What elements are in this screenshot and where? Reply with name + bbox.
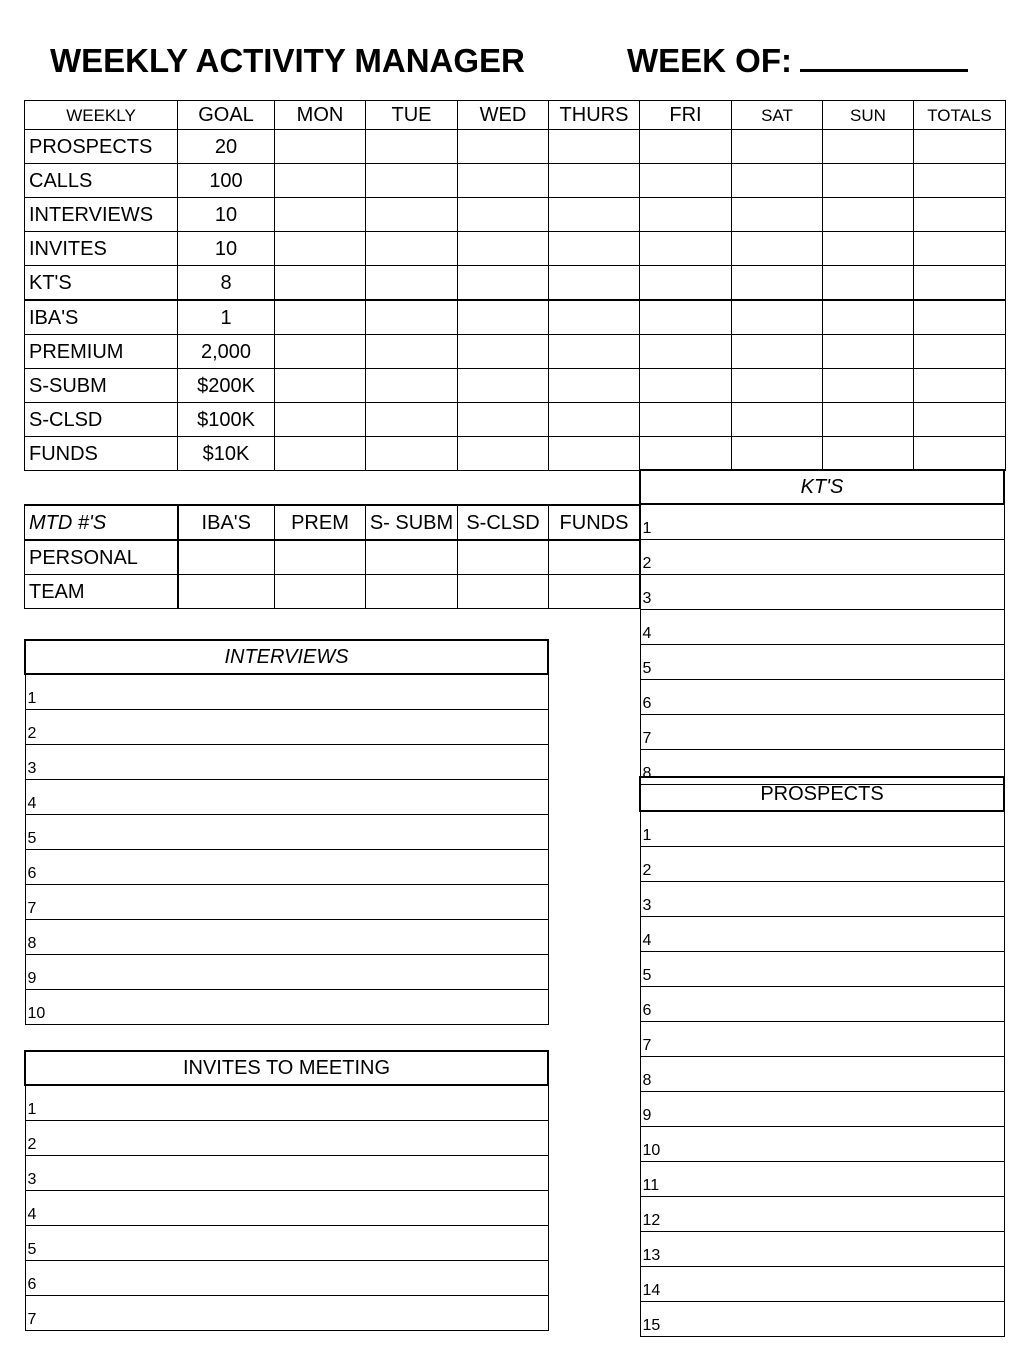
cell-tue[interactable] (366, 437, 458, 471)
mtd-cell[interactable] (275, 540, 366, 575)
cell-tue[interactable] (366, 164, 458, 198)
activity-goal: 1 (178, 300, 275, 335)
list-item (640, 504, 1004, 540)
cell-thurs[interactable] (549, 437, 640, 471)
list-item (25, 920, 548, 955)
prospects-entry[interactable]: 13 (640, 1232, 1004, 1267)
interviews-entry[interactable]: 7 (25, 885, 548, 920)
cell-mon[interactable] (275, 437, 366, 471)
activity-row (25, 437, 1006, 471)
cell-totals[interactable] (914, 335, 1006, 369)
list-item (25, 1156, 548, 1191)
activity-label: INVITES (25, 232, 178, 266)
mtd-row-label: TEAM (25, 575, 178, 609)
invites-entry[interactable]: 6 (25, 1261, 548, 1296)
cell-totals[interactable] (914, 403, 1006, 437)
list-item (640, 1127, 1004, 1162)
activity-label: PREMIUM (25, 335, 178, 369)
mtd-row (25, 575, 640, 609)
cell-wed[interactable] (458, 130, 549, 164)
cell-thurs[interactable] (549, 130, 640, 164)
activity-label: KT'S (25, 266, 178, 301)
list-item (640, 811, 1004, 847)
interviews-entry[interactable]: 1 (25, 674, 548, 710)
cell-mon[interactable] (275, 266, 366, 301)
list-item (25, 1261, 548, 1296)
activity-goal: $200K (178, 369, 275, 403)
mtd-row (25, 540, 640, 575)
list-item (25, 850, 548, 885)
kts-entry[interactable]: 1 (640, 504, 1004, 540)
cell-tue[interactable] (366, 369, 458, 403)
activity-goal: $10K (178, 437, 275, 471)
list-item (25, 955, 548, 990)
mtd-cell[interactable] (549, 575, 640, 609)
cell-sun[interactable] (823, 335, 914, 369)
list-item (25, 990, 548, 1025)
mtd-cell[interactable] (178, 575, 275, 609)
interviews-title: INTERVIEWS (25, 640, 548, 674)
cell-mon[interactable] (275, 403, 366, 437)
header-sun: SUN (823, 101, 914, 130)
list-item (640, 1057, 1004, 1092)
invites-entry[interactable]: 1 (25, 1085, 548, 1121)
cell-wed[interactable] (458, 369, 549, 403)
cell-wed[interactable] (458, 266, 549, 301)
cell-totals[interactable] (914, 232, 1006, 266)
invites-entry[interactable]: 7 (25, 1296, 548, 1331)
list-item (640, 917, 1004, 952)
list-item (640, 715, 1004, 750)
kts-entry[interactable]: 6 (640, 680, 1004, 715)
cell-sat[interactable] (732, 232, 823, 266)
cell-wed[interactable] (458, 232, 549, 266)
cell-sun[interactable] (823, 164, 914, 198)
list-item (25, 1226, 548, 1261)
mtd-label-header: MTD #'S (25, 505, 178, 540)
interviews-entry[interactable]: 8 (25, 920, 548, 955)
interviews-entry[interactable]: 2 (25, 710, 548, 745)
mtd-header: PREM (275, 505, 366, 540)
cell-sun[interactable] (823, 403, 914, 437)
cell-fri[interactable] (640, 266, 732, 301)
cell-sat[interactable] (732, 369, 823, 403)
invites-entry[interactable]: 2 (25, 1121, 548, 1156)
list-item (25, 674, 548, 710)
header-tue: TUE (366, 101, 458, 130)
cell-totals[interactable] (914, 130, 1006, 164)
mtd-cell[interactable] (458, 540, 549, 575)
cell-sat[interactable] (732, 403, 823, 437)
activity-label: INTERVIEWS (25, 198, 178, 232)
activity-row (25, 198, 1006, 232)
mtd-header: S- SUBM (366, 505, 458, 540)
cell-sun[interactable] (823, 437, 914, 471)
interviews-list (24, 639, 549, 1025)
cell-tue[interactable] (366, 300, 458, 335)
cell-tue[interactable] (366, 403, 458, 437)
list-item (640, 1022, 1004, 1057)
kts-entry[interactable]: 3 (640, 575, 1004, 610)
interviews-entry[interactable]: 3 (25, 745, 548, 780)
header-weekly: WEEKLY (25, 101, 178, 130)
activity-row (25, 232, 1006, 266)
cell-tue[interactable] (366, 266, 458, 301)
cell-mon[interactable] (275, 300, 366, 335)
activity-label: S-CLSD (25, 403, 178, 437)
invites-list (24, 1050, 549, 1331)
list-item (640, 847, 1004, 882)
activity-row (25, 369, 1006, 403)
cell-tue[interactable] (366, 232, 458, 266)
prospects-entry[interactable]: 4 (640, 917, 1004, 952)
cell-sun[interactable] (823, 130, 914, 164)
cell-wed[interactable] (458, 335, 549, 369)
cell-totals[interactable] (914, 300, 1006, 335)
cell-thurs[interactable] (549, 335, 640, 369)
cell-sat[interactable] (732, 130, 823, 164)
header-thurs: THURS (549, 101, 640, 130)
activity-row (25, 300, 1006, 335)
cell-mon[interactable] (275, 198, 366, 232)
header-wed: WED (458, 101, 549, 130)
header-fri: FRI (640, 101, 732, 130)
invites-title: INVITES TO MEETING (25, 1051, 548, 1085)
cell-sun[interactable] (823, 266, 914, 301)
activity-goal: 10 (178, 232, 275, 266)
kts-list (639, 469, 1005, 785)
prospects-entry[interactable]: 12 (640, 1197, 1004, 1232)
activity-row (25, 403, 1006, 437)
list-item (25, 1191, 548, 1226)
activity-goal: 100 (178, 164, 275, 198)
mtd-table (24, 504, 640, 609)
prospects-entry[interactable]: 5 (640, 952, 1004, 987)
mtd-cell[interactable] (549, 540, 640, 575)
activity-goal: 20 (178, 130, 275, 164)
cell-sun[interactable] (823, 198, 914, 232)
activity-label: FUNDS (25, 437, 178, 471)
cell-sun[interactable] (823, 232, 914, 266)
cell-totals[interactable] (914, 164, 1006, 198)
invites-entry[interactable]: 3 (25, 1156, 548, 1191)
cell-sat[interactable] (732, 266, 823, 301)
cell-fri[interactable] (640, 232, 732, 266)
cell-wed[interactable] (458, 403, 549, 437)
cell-sat[interactable] (732, 164, 823, 198)
kts-entry[interactable]: 5 (640, 645, 1004, 680)
activity-row (25, 130, 1006, 164)
cell-thurs[interactable] (549, 164, 640, 198)
list-item (640, 610, 1004, 645)
week-of-label: WEEK OF: (627, 42, 792, 79)
cell-sat[interactable] (732, 335, 823, 369)
prospects-entry[interactable]: 7 (640, 1022, 1004, 1057)
list-item (640, 1302, 1004, 1337)
kts-entry[interactable]: 7 (640, 715, 1004, 750)
header-sat: SAT (732, 101, 823, 130)
page-title (50, 42, 792, 80)
weekly-activity-table (24, 100, 1006, 471)
mtd-header: IBA'S (178, 505, 275, 540)
prospects-entry[interactable]: 11 (640, 1162, 1004, 1197)
list-item (640, 1162, 1004, 1197)
cell-tue[interactable] (366, 198, 458, 232)
cell-thurs[interactable] (549, 403, 640, 437)
mtd-header: S-CLSD (458, 505, 549, 540)
mtd-cell[interactable] (178, 540, 275, 575)
list-item (640, 952, 1004, 987)
prospects-title: PROSPECTS (640, 777, 1004, 811)
interviews-entry[interactable]: 6 (25, 850, 548, 885)
cell-tue[interactable] (366, 130, 458, 164)
cell-mon[interactable] (275, 232, 366, 266)
cell-fri[interactable] (640, 164, 732, 198)
cell-wed[interactable] (458, 300, 549, 335)
cell-fri[interactable] (640, 369, 732, 403)
cell-fri[interactable] (640, 335, 732, 369)
interviews-entry[interactable]: 5 (25, 815, 548, 850)
activity-row (25, 335, 1006, 369)
cell-totals[interactable] (914, 437, 1006, 471)
cell-sat[interactable] (732, 300, 823, 335)
activity-goal: 2,000 (178, 335, 275, 369)
list-item (25, 1121, 548, 1156)
cell-thurs[interactable] (549, 300, 640, 335)
mtd-cell[interactable] (275, 575, 366, 609)
cell-mon[interactable] (275, 164, 366, 198)
interviews-entry[interactable]: 9 (25, 955, 548, 990)
list-item (640, 987, 1004, 1022)
cell-wed[interactable] (458, 164, 549, 198)
prospects-entry[interactable]: 1 (640, 811, 1004, 847)
list-item (25, 1296, 548, 1331)
prospects-entry[interactable]: 9 (640, 1092, 1004, 1127)
activity-goal: 10 (178, 198, 275, 232)
cell-mon[interactable] (275, 335, 366, 369)
list-item (640, 1267, 1004, 1302)
interviews-entry[interactable]: 10 (25, 990, 548, 1025)
activity-goal: $100K (178, 403, 275, 437)
cell-fri[interactable] (640, 198, 732, 232)
header-mon: MON (275, 101, 366, 130)
mtd-header-row (25, 505, 640, 540)
weekly-header-row (25, 101, 1006, 130)
cell-sun[interactable] (823, 300, 914, 335)
cell-totals[interactable] (914, 266, 1006, 301)
activity-label: S-SUBM (25, 369, 178, 403)
cell-thurs[interactable] (549, 198, 640, 232)
prospects-entry[interactable]: 10 (640, 1127, 1004, 1162)
prospects-entry[interactable]: 8 (640, 1057, 1004, 1092)
cell-fri[interactable] (640, 130, 732, 164)
mtd-cell[interactable] (366, 575, 458, 609)
cell-fri[interactable] (640, 300, 732, 335)
mtd-header: FUNDS (549, 505, 640, 540)
prospects-entry[interactable]: 2 (640, 847, 1004, 882)
interviews-entry[interactable]: 4 (25, 780, 548, 815)
list-item (640, 645, 1004, 680)
list-item (640, 575, 1004, 610)
cell-fri[interactable] (640, 437, 732, 471)
kts-entry[interactable]: 8 (640, 750, 1004, 785)
activity-row (25, 164, 1006, 198)
prospects-entry[interactable]: 14 (640, 1267, 1004, 1302)
invites-entry[interactable]: 5 (25, 1226, 548, 1261)
cell-thurs[interactable] (549, 369, 640, 403)
cell-mon[interactable] (275, 130, 366, 164)
cell-tue[interactable] (366, 335, 458, 369)
list-item (640, 882, 1004, 917)
prospects-entry[interactable]: 15 (640, 1302, 1004, 1337)
list-item (640, 1092, 1004, 1127)
list-item (640, 1197, 1004, 1232)
list-item (640, 680, 1004, 715)
title-text: WEEKLY ACTIVITY MANAGER (50, 42, 525, 79)
cell-wed[interactable] (458, 437, 549, 471)
list-item (640, 540, 1004, 575)
mtd-row-label: PERSONAL (25, 540, 178, 575)
week-of (627, 42, 968, 80)
mtd-cell[interactable] (458, 575, 549, 609)
kts-entry[interactable]: 2 (640, 540, 1004, 575)
cell-sat[interactable] (732, 437, 823, 471)
mtd-cell[interactable] (366, 540, 458, 575)
cell-sat[interactable] (732, 198, 823, 232)
list-item (640, 1232, 1004, 1267)
cell-sun[interactable] (823, 369, 914, 403)
activity-label: CALLS (25, 164, 178, 198)
header-totals: TOTALS (914, 101, 1006, 130)
cell-fri[interactable] (640, 403, 732, 437)
cell-totals[interactable] (914, 369, 1006, 403)
activity-label: PROSPECTS (25, 130, 178, 164)
cell-wed[interactable] (458, 198, 549, 232)
invites-entry[interactable]: 4 (25, 1191, 548, 1226)
week-of-field[interactable] (800, 43, 968, 72)
cell-thurs[interactable] (549, 266, 640, 301)
prospects-entry[interactable]: 6 (640, 987, 1004, 1022)
activity-row (25, 266, 1006, 301)
kts-entry[interactable]: 4 (640, 610, 1004, 645)
prospects-entry[interactable]: 3 (640, 882, 1004, 917)
list-item (25, 745, 548, 780)
cell-totals[interactable] (914, 198, 1006, 232)
cell-mon[interactable] (275, 369, 366, 403)
activity-label: IBA'S (25, 300, 178, 335)
list-item (25, 1085, 548, 1121)
activity-goal: 8 (178, 266, 275, 301)
header-goal: GOAL (178, 101, 275, 130)
cell-thurs[interactable] (549, 232, 640, 266)
list-item (25, 885, 548, 920)
list-item (25, 710, 548, 745)
prospects-list (639, 776, 1005, 1337)
kts-title: KT'S (640, 470, 1004, 504)
list-item (25, 815, 548, 850)
list-item (25, 780, 548, 815)
